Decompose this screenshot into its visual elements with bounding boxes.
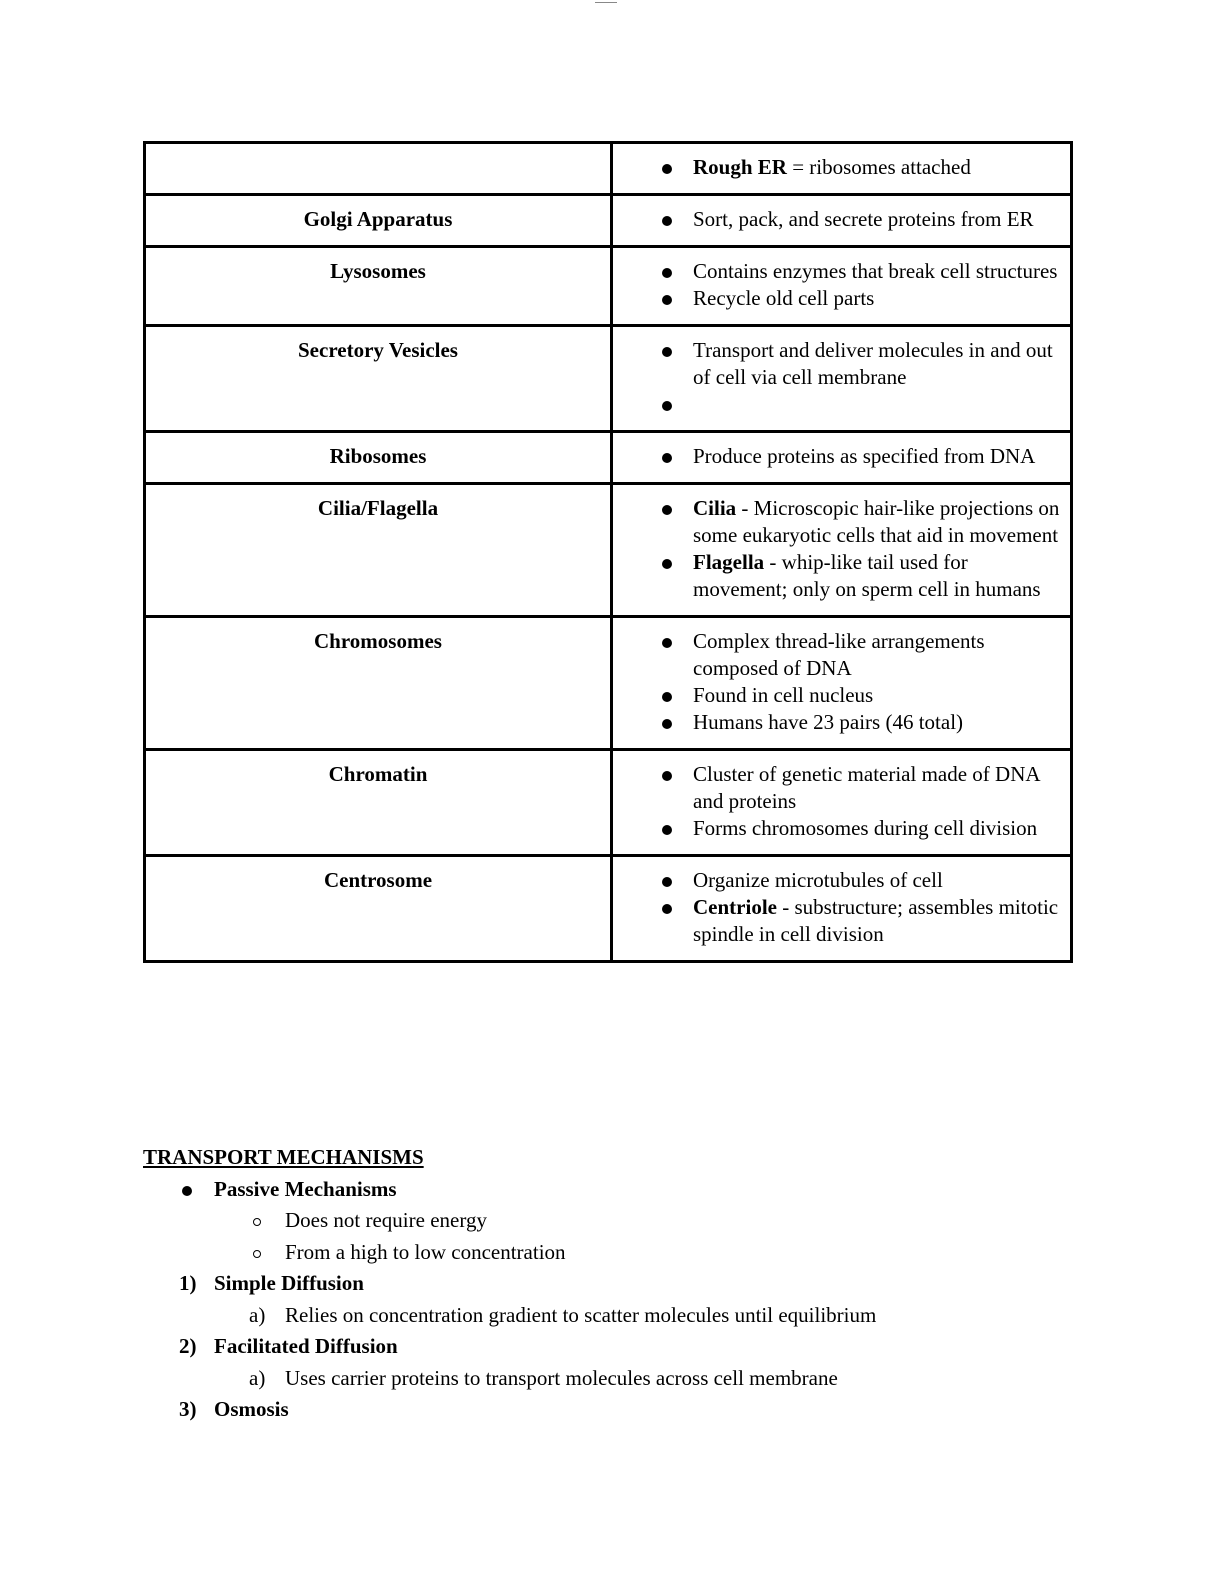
organelle-row	[145, 143, 1072, 195]
description-item	[625, 154, 1060, 181]
description-item	[625, 258, 1060, 285]
description-list	[625, 337, 1060, 418]
term-bold: Cilia	[693, 496, 737, 520]
mechanism-osmosis	[143, 1394, 1093, 1426]
organelle-description	[612, 195, 1072, 247]
organelle-description	[612, 432, 1072, 484]
section-heading: TRANSPORT MECHANISMS	[143, 1145, 424, 1169]
description-list	[625, 867, 1060, 948]
organelle-table	[143, 141, 1073, 963]
organelle-name: Cilia/Flagella	[145, 484, 612, 617]
list-letter: a)	[249, 1365, 266, 1390]
organelle-name	[145, 143, 612, 195]
organelle-row	[145, 195, 1072, 247]
description-text: Complex thread-like arrangements composed of DNA	[693, 629, 985, 680]
organelle-row	[145, 750, 1072, 856]
passive-point-text: From a high to low concentration	[285, 1239, 566, 1264]
description-item	[625, 682, 1060, 709]
description-item	[625, 815, 1060, 842]
description-item	[625, 495, 1060, 549]
bullet-icon	[182, 1186, 192, 1196]
list-number: 3)	[179, 1397, 197, 1421]
bullet-icon	[662, 216, 672, 226]
description-item	[625, 549, 1060, 603]
organelle-description	[612, 247, 1072, 326]
description-item	[625, 867, 1060, 894]
mechanism-title: Facilitated Diffusion	[214, 1334, 398, 1358]
organelle-row	[145, 484, 1072, 617]
passive-point-text: Does not require energy	[285, 1208, 487, 1232]
bullet-icon	[662, 877, 672, 887]
bullet-icon	[662, 453, 672, 463]
description-text: Recycle old cell parts	[693, 286, 875, 310]
passive-point	[143, 1205, 1093, 1237]
bullet-icon	[662, 559, 672, 569]
organelle-description	[612, 326, 1072, 432]
bullet-icon	[662, 771, 672, 781]
organelle-name: Secretory Vesicles	[145, 326, 612, 432]
description-text: Organize microtubules of cell	[693, 868, 943, 892]
hollow-bullet-icon	[253, 1218, 261, 1226]
mechanism-detail	[143, 1300, 1093, 1332]
description-list	[625, 154, 1060, 181]
bullet-icon	[662, 904, 672, 914]
description-text: Transport and deliver molecules in and out of cell via cell membrane	[693, 338, 1053, 389]
description-item	[625, 391, 1060, 418]
description-text: - Microscopic hair-like projections on some eukaryotic cells that aid in movement	[693, 496, 1060, 547]
bullet-icon	[662, 164, 672, 174]
organelle-row	[145, 247, 1072, 326]
description-item	[625, 628, 1060, 682]
description-item	[625, 206, 1060, 233]
description-text: - substructure; assembles mitotic spindle in cell division	[693, 895, 1059, 946]
description-list	[625, 761, 1060, 842]
description-item	[625, 894, 1060, 948]
description-text: Cluster of genetic material made of DNA and proteins	[693, 762, 1040, 813]
mechanism-detail	[143, 1363, 1093, 1395]
mechanism-detail-text: Uses carrier proteins to transport molecules across cell membrane	[285, 1365, 838, 1390]
term-bold: Flagella	[693, 550, 765, 574]
bullet-icon	[662, 347, 672, 357]
list-letter: a)	[249, 1302, 266, 1327]
organelle-name: Golgi Apparatus	[145, 195, 612, 247]
list-number: 2)	[179, 1334, 197, 1358]
bullet-icon	[662, 719, 672, 729]
organelle-name: Chromatin	[145, 750, 612, 856]
description-list	[625, 495, 1060, 603]
description-item	[625, 709, 1060, 736]
mechanism-facilitated-diffusion	[143, 1331, 1093, 1363]
page-header-mark	[595, 0, 617, 3]
passive-point	[143, 1237, 1093, 1269]
description-list	[625, 206, 1060, 233]
bullet-icon	[662, 825, 672, 835]
organelle-description	[612, 750, 1072, 856]
organelle-description	[612, 484, 1072, 617]
description-list	[625, 628, 1060, 736]
description-item	[625, 443, 1060, 470]
organelle-name: Chromosomes	[145, 617, 612, 750]
passive-mechanisms-item	[143, 1174, 1093, 1206]
mechanism-title: Osmosis	[214, 1397, 289, 1421]
description-item	[625, 285, 1060, 312]
organelle-description	[612, 617, 1072, 750]
passive-mechanisms-label: Passive Mechanisms	[214, 1176, 397, 1201]
bullet-icon	[662, 505, 672, 515]
mechanism-detail-text: Relies on concentration gradient to scatter molecules until equilibrium	[285, 1302, 877, 1327]
description-list	[625, 258, 1060, 312]
bullet-icon	[662, 638, 672, 648]
mechanism-simple-diffusion	[143, 1268, 1093, 1300]
organelle-name: Lysosomes	[145, 247, 612, 326]
bullet-icon	[662, 401, 672, 411]
description-text: - whip-like tail used for movement; only on sperm cell in humans	[693, 550, 1041, 601]
description-list	[625, 443, 1060, 470]
list-number: 1)	[179, 1271, 197, 1295]
description-text: = ribosomes attached	[786, 155, 971, 179]
description-text: Humans have 23 pairs (46 total)	[693, 710, 964, 734]
term-bold: Centriole	[693, 895, 777, 919]
transport-section	[143, 1142, 1093, 1426]
bullet-icon	[662, 692, 672, 702]
organelle-row	[145, 432, 1072, 484]
hollow-bullet-icon	[253, 1250, 261, 1258]
description-item	[625, 761, 1060, 815]
description-text: Sort, pack, and secrete proteins from ER	[693, 207, 1034, 231]
organelle-name: Ribosomes	[145, 432, 612, 484]
mechanism-title: Simple Diffusion	[214, 1271, 364, 1295]
organelle-name: Centrosome	[145, 856, 612, 962]
description-text: Contains enzymes that break cell structures	[693, 259, 1058, 283]
description-text: Found in cell nucleus	[693, 683, 874, 707]
description-text: Forms chromosomes during cell division	[693, 816, 1038, 840]
organelle-description	[612, 143, 1072, 195]
organelle-row	[145, 856, 1072, 962]
organelle-row	[145, 326, 1072, 432]
description-text: Produce proteins as specified from DNA	[693, 444, 1036, 468]
organelle-row	[145, 617, 1072, 750]
bullet-icon	[662, 268, 672, 278]
description-item	[625, 337, 1060, 391]
organelle-description	[612, 856, 1072, 962]
term-bold: Rough ER	[693, 155, 787, 179]
bullet-icon	[662, 295, 672, 305]
